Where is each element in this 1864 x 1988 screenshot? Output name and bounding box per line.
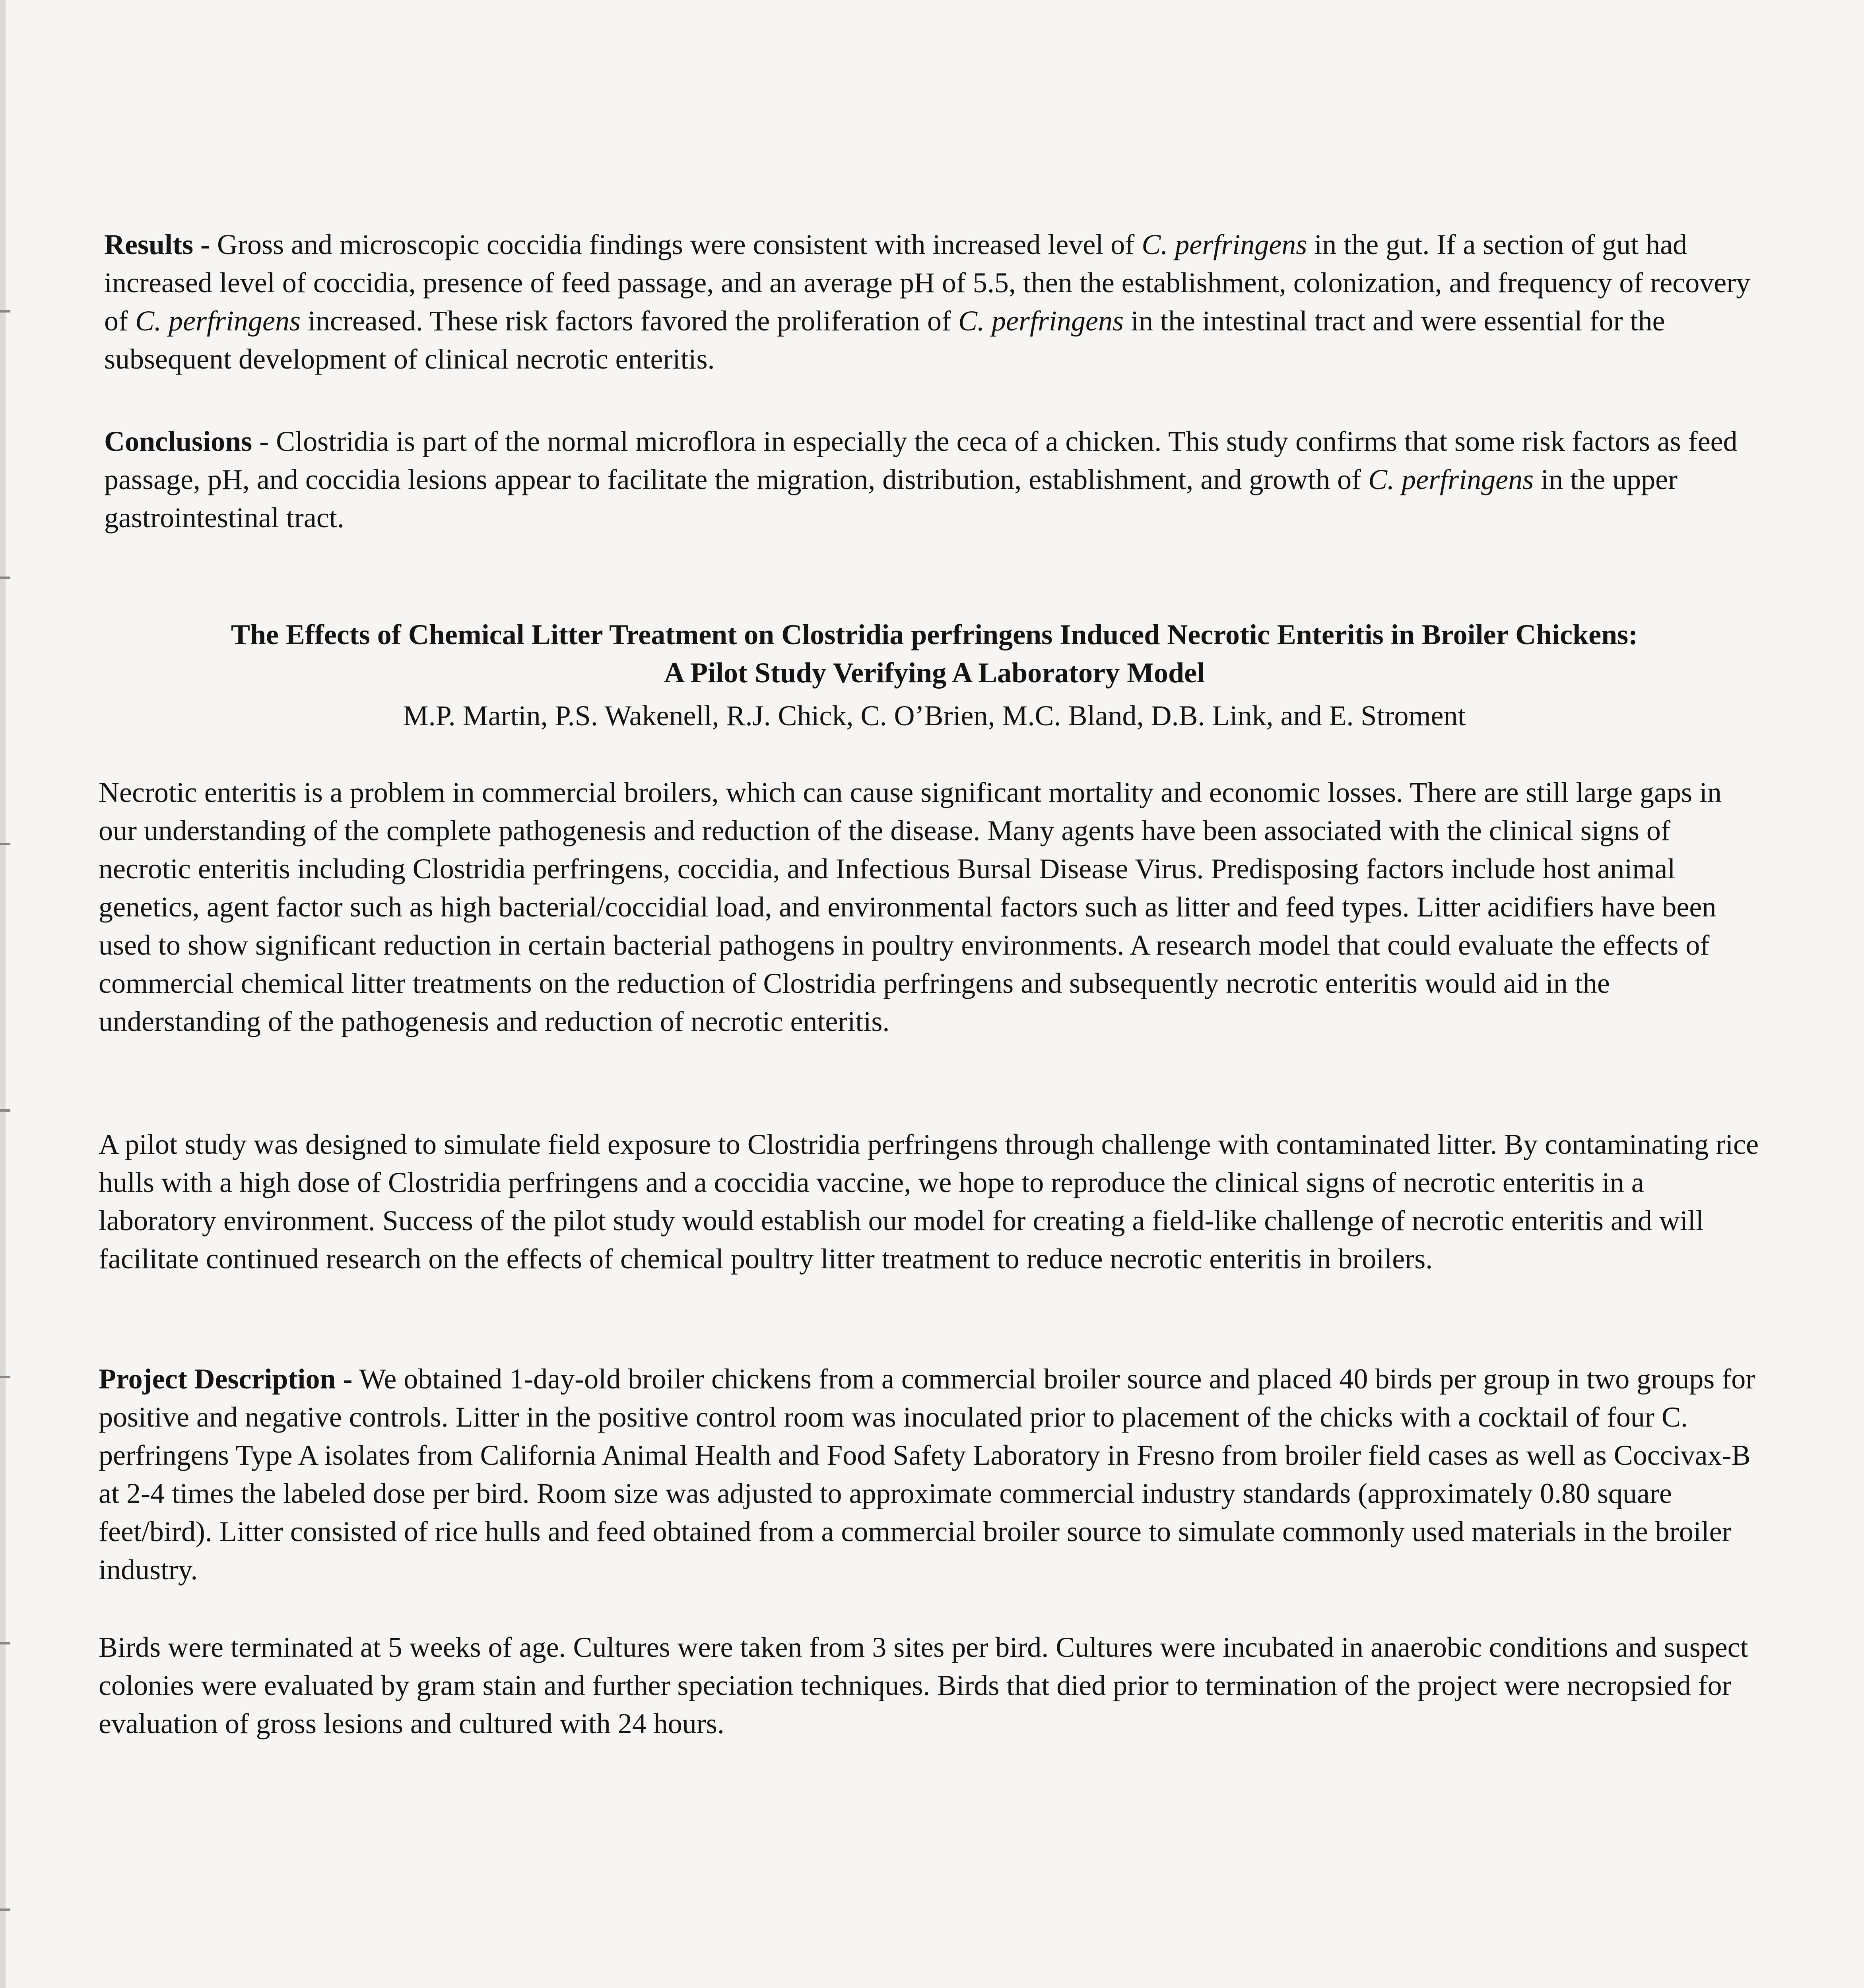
article-title-line: The Effects of Chemical Litter Treatment on Clostridia perfringens Induced Necrotic Enteritis in Broiler Chickens: (231, 619, 1638, 650)
species-name: C. perfringens (135, 305, 301, 337)
species-name: C. perfringens (1368, 464, 1534, 495)
conclusions-paragraph (104, 422, 1766, 537)
species-name: C. perfringens (1142, 229, 1307, 260)
conclusions-text: in the upper gastrointestinal tract. (104, 464, 1678, 534)
conclusions-label: Conclusions - (104, 425, 269, 457)
results-paragraph (104, 225, 1766, 378)
article-title (103, 615, 1765, 692)
pilot-paragraph: A pilot study was designed to simulate field exposure to Clostridia perfringens through challenge with contaminated litter. By contaminating rice hulls with a high dose of Clostridia perfringens and a coccidia vaccine, we hope to reproduce the clinical signs of necrotic enteritis in a laboratory environment. Success of the pilot study would establish our model for creating a field-like challenge of necrotic enteritis and will facilitate continued research on the effects of chemical poultry litter treatment to reduce necrotic enteritis in broilers. (99, 1128, 1759, 1275)
article-authors: M.P. Martin, P.S. Wakenell, R.J. Chick, C. O’Brien, M.C. Bland, D.B. Link, and E. Stroment (403, 700, 1466, 732)
results-text: in the intestinal tract and were essential for the subsequent development of clinical necrotic enteritis. (104, 305, 1665, 375)
intro-paragraph: Necrotic enteritis is a problem in commercial broilers, which can cause significant mortality and economic losses. There are still large gaps in our understanding of the complete pathogenesis and reduction of the disease. Many agents have been associated with the clinical signs of necrotic enteritis including Clostridia perfringens, coccidia, and Infectious Bursal Disease Virus. Predisposing factors include host animal genetics, agent factor such as high bacterial/coccidial load, and environmental factors such as litter and feed types. Litter acidifiers have been used to show significant reduction in certain bacterial pathogens in poultry environments. A research model that could evaluate the effects of commercial chemical litter treatments on the reduction of Clostridia perfringens and subsequently necrotic enteritis would aid in the understanding of the pathogenesis and reduction of necrotic enteritis. (99, 777, 1722, 1037)
results-label: Results - (104, 229, 210, 260)
results-text: in the gut. If a section of gut had increased level of coccidia, presence of feed passage, and an average pH of 5.5, then the establishment, colonization, and frequency of recovery of (104, 229, 1751, 337)
birds-paragraph: Birds were terminated at 5 weeks of age. Cultures were taken from 3 sites per bird. Cultures were incubated in anaerobic conditions and suspect colonies were evaluated by gram stain and further speciation techniques. Birds that died prior to termination of the project were necropsied for evaluation of gross lesions and cultured with 24 hours. (99, 1631, 1748, 1740)
project-description-paragraph (99, 1360, 1767, 1589)
project-description-text: We obtained 1-day-old broiler chickens from a commercial broiler source and placed 40 birds per group in two groups for positive and negative controls. Litter in the positive control room was inoculated prior to placement of the chicks with a cocktail of four C. perfringens Type A isolates from California Animal Health and Food Safety Laboratory in Fresno from broiler field cases as well as Coccivax-B at 2-4 times the labeled dose per bird. Room size was adjusted to approximate commercial industry standards (approximately 0.80 square feet/bird). Litter consisted of rice hulls and feed obtained from a commercial broiler source to simulate commonly used materials in the broiler industry. (99, 1363, 1755, 1586)
results-text: increased. These risk factors favored the proliferation of (301, 305, 958, 337)
project-description-label: Project Description - (99, 1363, 353, 1395)
article-subtitle-line: A Pilot Study Verifying A Laboratory Model (664, 657, 1205, 689)
species-name: C. perfringens (958, 305, 1124, 337)
results-text: Gross and microscopic coccidia findings were consistent with increased level of (210, 229, 1142, 260)
conclusions-text: Clostridia is part of the normal microflora in especially the ceca of a chicken. This study confirms that some risk factors as feed passage, pH, and coccidia lesions appear to facilitate the migration, distribution, establishment, and growth of (104, 425, 1738, 495)
